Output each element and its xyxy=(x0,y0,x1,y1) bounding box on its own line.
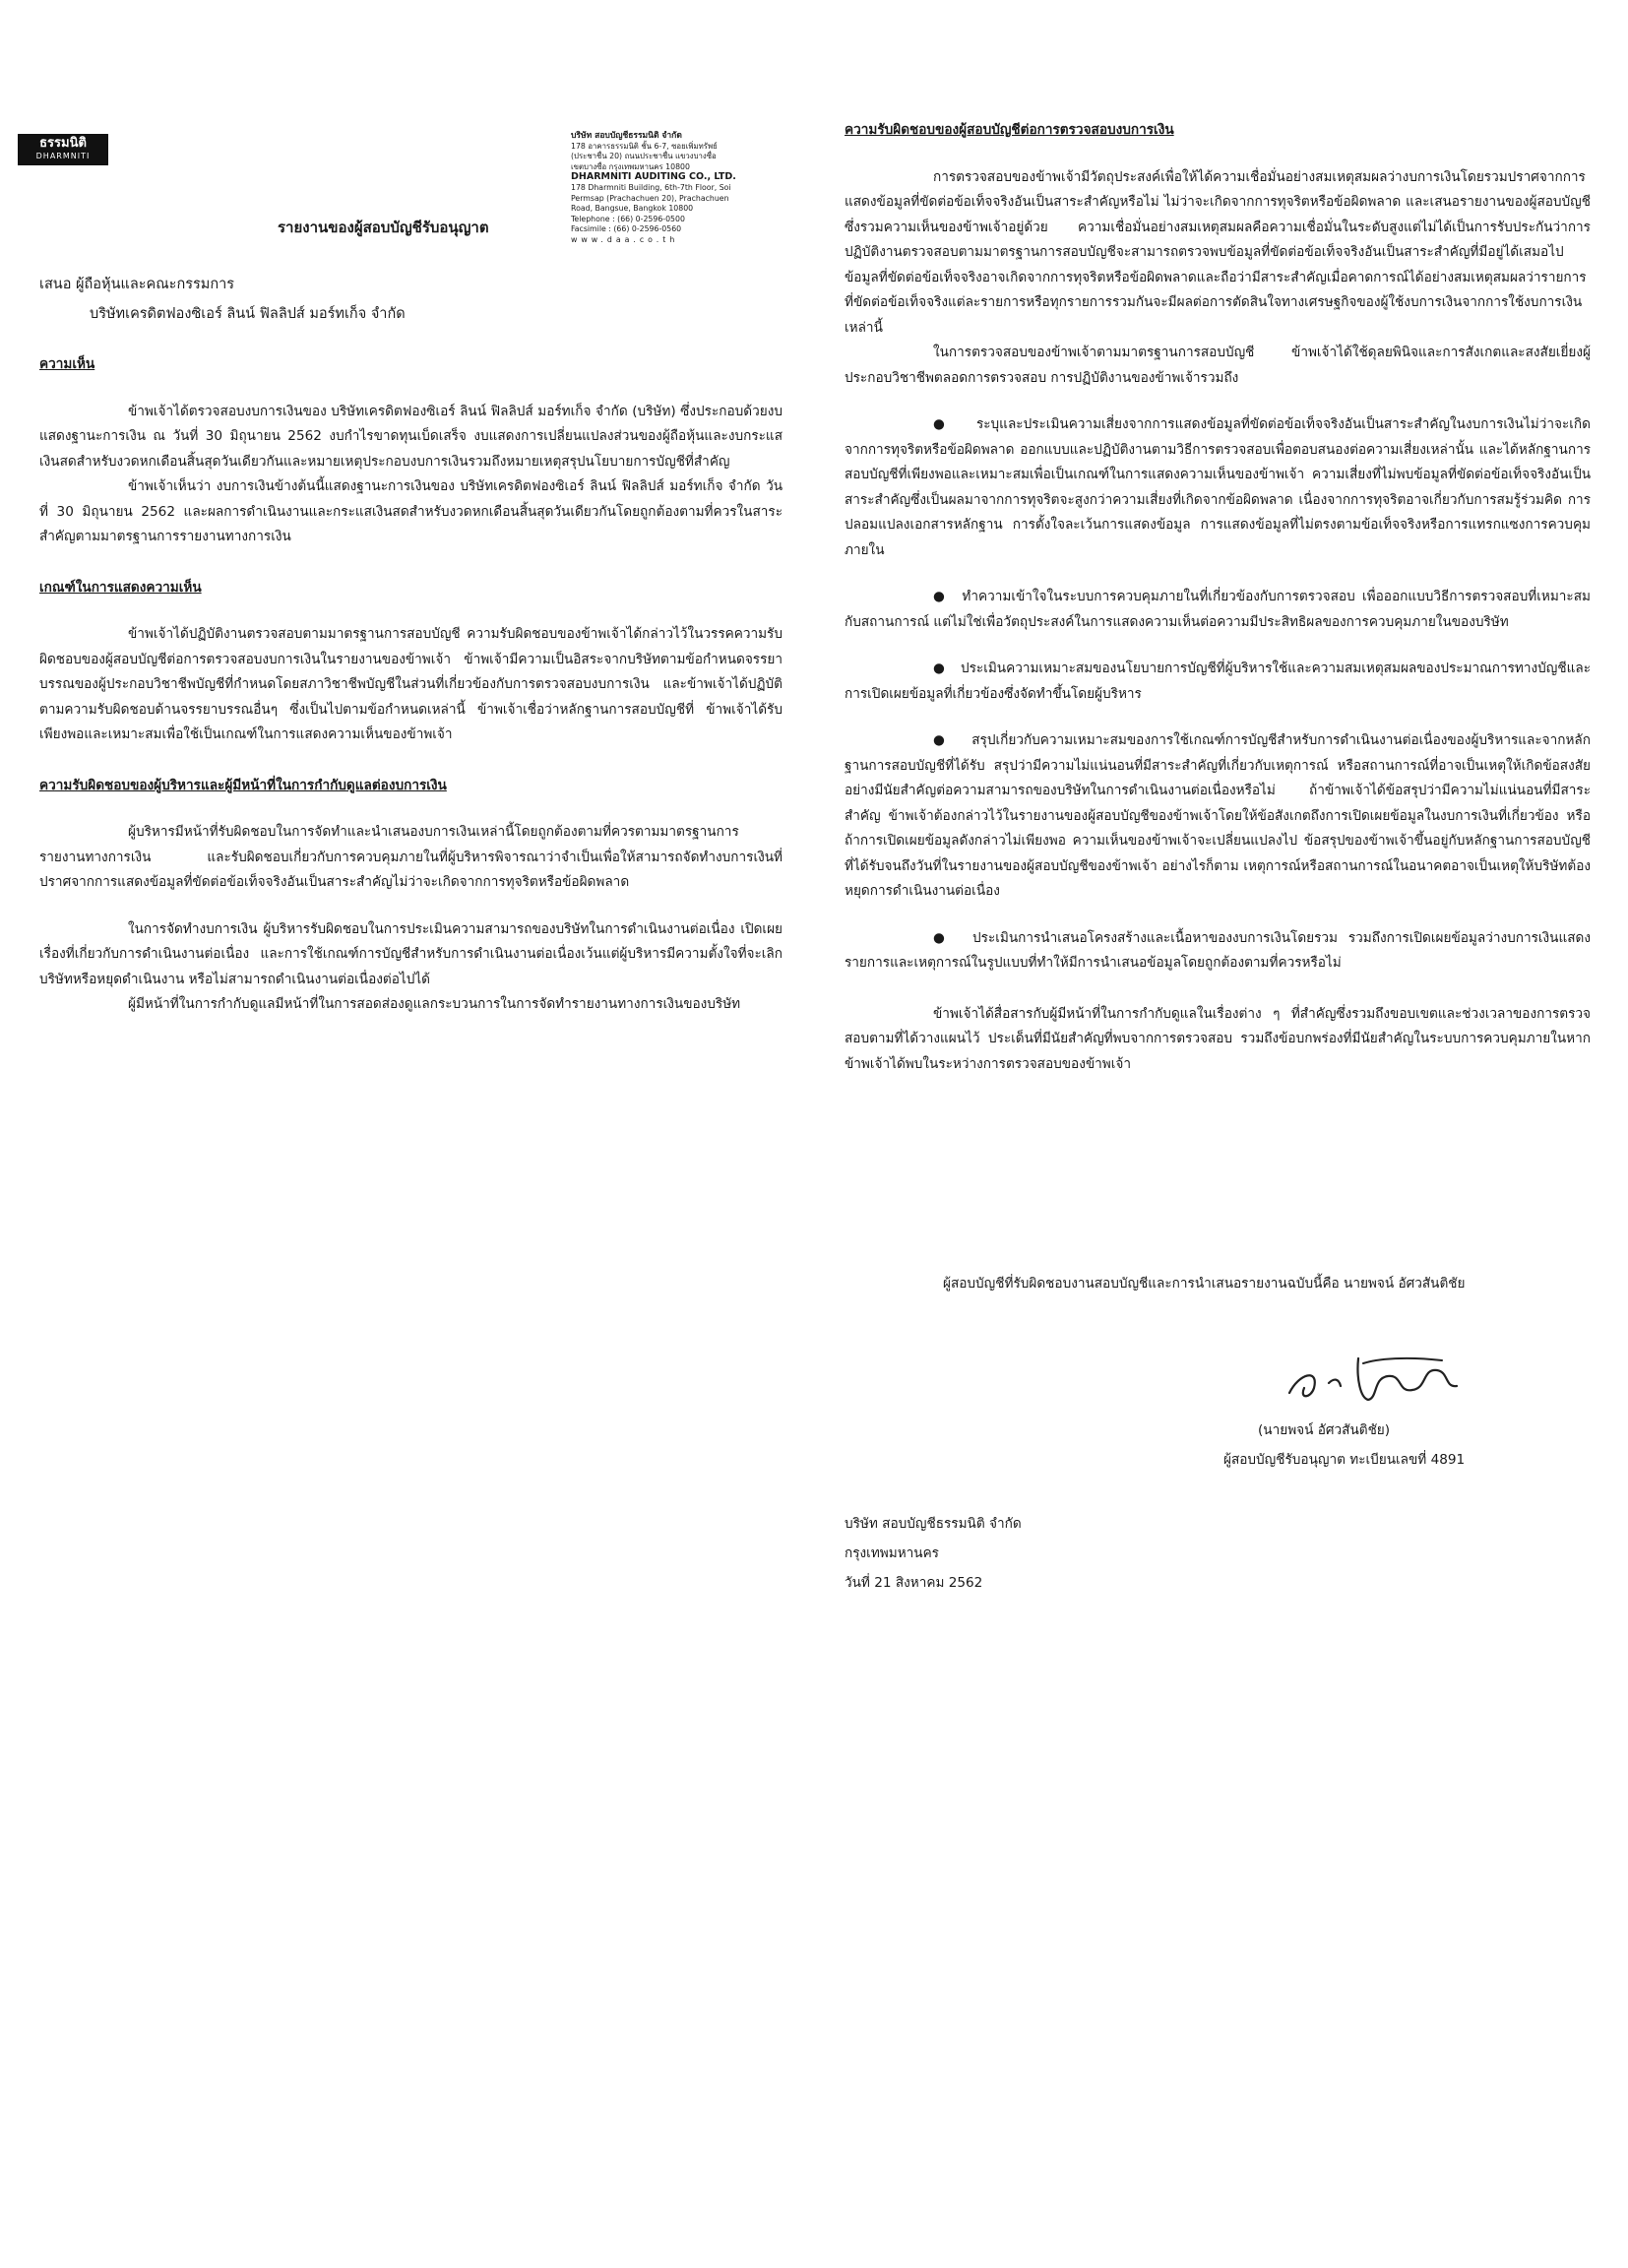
bullet-icon: ● xyxy=(933,661,961,676)
city-footer: กรุงเทพมหานคร xyxy=(845,1545,939,1561)
management-paragraph: ในการจัดทำงบการเงิน ผู้บริหารรับผิดชอบในการประเมินความสามารถของบริษัทในการดำเนินงานต่อเนื่อง เปิดเผยเรื่องที่เกี่ยวกับการดำเนินงานต่อเนื่อง และการใช้เกณฑ์การบัญชีสำหรับการดำเนินงานต่อเนื่องเว้นแต่ผู้บริหารมีความตั้งใจที่จะเลิกบริษัทหรือหยุดดำเนินงาน หรือไม่สามารถดำเนินงานต่อเนื่องต่อไปได้ xyxy=(39,920,783,987)
auditor-paragraph: การตรวจสอบของข้าพเจ้ามีวัตถุประสงค์เพื่อให้ได้ความเชื่อมั่นอย่างสมเหตุสมผลว่างบการเงินโดยรวมปราศจากการแสดงข้อมูลที่ขัดต่อข้อเท็จจริงอันเป็นสาระสำคัญหรือไม่ ไม่ว่าจะเกิดจากการทุจริตหรือข้อผิดพลาด และเสนอรายงานของผู้สอบบัญชีซึ่งรวมความเห็นของข้าพเจ้าอยู่ด้วย ความเชื่อมั่นอย่างสมเหตุสมผลคือความเชื่อมั่นในระดับสูงแต่ไม่ได้เป็นการรับประกันว่าการปฏิบัติงานตรวจสอบตามมาตรฐานการสอบบัญชีจะสามารถตรวจพบข้อมูลที่ขัดต่อข้อเท็จจริงอันเป็นสาระสำคัญที่มีอยู่ได้เสมอไป ข้อมูลที่ขัดต่อข้อเท็จจริงอาจเกิดจากการทุจริตหรือข้อผิดพลาดและถือว่ามีสาระสำคัญเมื่อคาดการณ์ได้อย่างสมเหตุสมผลว่ารายการที่ขัดต่อข้อเท็จจริงแต่ละรายการหรือทุกรายการรวมกันจะมีผลต่อการตัดสินใจทางเศรษฐกิจของผู้ใช้งบการเงินจากการใช้งบการเงินเหล่านี้ xyxy=(845,168,1591,336)
firm-website: www.daa.co.th xyxy=(571,234,679,244)
auditor-license: ผู้สอบบัญชีรับอนุญาต ทะเบียนเลขที่ 4891 xyxy=(1223,1452,1466,1468)
section-heading-auditor: ความรับผิดชอบของผู้สอบบัญชีต่อการตรวจสอบงบการเงิน xyxy=(845,122,1174,138)
report-date: วันที่ 21 สิงหาคม 2562 xyxy=(845,1575,983,1591)
left-column xyxy=(39,352,783,1018)
auditor-signature xyxy=(1270,1339,1467,1418)
firm-name-english: DHARMNITI AUDITING CO., LTD. xyxy=(571,171,736,183)
list-item-text: สรุปเกี่ยวกับความเหมาะสมของการใช้เกณฑ์การบัญชีสำหรับการดำเนินงานต่อเนื่องของผู้บริหารและจากหลักฐานการสอบบัญชีที่ได้รับ สรุปว่ามีความไม่แน่นอนที่มีสาระสำคัญที่เกี่ยวกับเหตุการณ์ หรือสถานการณ์ที่อาจเป็นเหตุให้เกิดข้อสงสัยอย่างมีนัยสำคัญต่อความสามารถของบริษัทในการดำเนินงานต่อเนื่องหรือไม่ ถ้าข้าพเจ้าได้ข้อสรุปว่ามีความไม่แน่นอนที่มีสาระสำคัญ ข้าพเจ้าต้องกล่าวไว้ในรายงานของผู้สอบบัญชีของข้าพเจ้าโดยให้ข้อสังเกตถึงการเปิดเผยข้อมูลในงบการเงินที่เกี่ยวข้อง หรือถ้าการเปิดเผยข้อมูลดังกล่าวไม่เพียงพอ ความเห็นของข้าพเจ้าจะเปลี่ยนแปลงไป ข้อสรุปของข้าพเจ้าขึ้นอยู่กับหลักฐานการสอบบัญชีที่ได้รับจนถึงวันที่ในรายงานของผู้สอบบัญชีของข้าพเจ้า อย่างไรก็ตาม เหตุการณ์หรือสถานการณ์ในอนาคตอาจเป็นเหตุให้บริษัทต้องหยุดการดำเนินงานต่อเนื่อง xyxy=(845,732,1591,899)
list-item xyxy=(845,585,1591,635)
right-column xyxy=(845,118,1591,1077)
list-item xyxy=(845,657,1591,707)
firm-address-line: Permsap (Prachachuen 20), Prachachuen xyxy=(571,193,729,203)
list-item xyxy=(845,926,1591,976)
bullet-icon: ● xyxy=(933,732,972,748)
auditor-procedures-list xyxy=(845,412,1591,976)
bullet-icon: ● xyxy=(933,929,973,946)
firm-telephone: Telephone : (66) 0-2596-0500 xyxy=(571,214,685,223)
list-item xyxy=(845,728,1591,905)
firm-address-line: เขตบางซื่อ กรุงเทพมหานคร 10800 xyxy=(571,161,690,171)
report-title: รายงานของผู้สอบบัญชีรับอนุญาต xyxy=(278,219,489,236)
list-item-text: ทำความเข้าใจในระบบการควบคุมภายในที่เกี่ยวข้องกับการตรวจสอบ เพื่อออกแบบวิธีการตรวจสอบที่เหมาะสมกับสถานการณ์ แต่ไม่ใช่เพื่อวัตถุประสงค์ในการแสดงความเห็นต่อความมีประสิทธิผลของการควบคุมภายในของบริษัท xyxy=(845,589,1591,630)
list-item-text: ระบุและประเมินความเสี่ยงจากการแสดงข้อมูลที่ขัดต่อข้อเท็จจริงอันเป็นสาระสำคัญในงบการเงินไม่ว่าจะเกิดจากการทุจริตหรือข้อผิดพลาด ออกแบบและปฏิบัติงานตามวิธีการตรวจสอบเพื่อตอบสนองต่อความเสี่ยงเหล่านั้น และได้หลักฐานการสอบบัญชีที่เพียงพอและเหมาะสมเพื่อเป็นเกณฑ์ในการแสดงความเห็นของข้าพเจ้า ความเสี่ยงที่ไม่พบข้อมูลที่ขัดต่อข้อเท็จจริงอันเป็นสาระสำคัญซึ่งเป็นผลมาจากการทุจริตจะสูงกว่าความเสี่ยงที่เกิดจากข้อผิดพลาด เนื่องจากการทุจริตอาจเกี่ยวกับการสมรู้ร่วมคิด การปลอมแปลงเอกสารหลักฐาน การตั้งใจละเว้นการแสดงข้อมูล การแสดงข้อมูลที่ไม่ตรงตามข้อเท็จจริงหรือการแทรกแซงการควบคุมภายใน xyxy=(845,416,1591,558)
list-item-text: ประเมินความเหมาะสมของนโยบายการบัญชีที่ผู้บริหารใช้และความสมเหตุสมผลของประมาณการทางบัญชีและการเปิดเผยข้อมูลที่เกี่ยวข้องซึ่งจัดทำขึ้นโดยผู้บริหาร xyxy=(845,661,1591,702)
auditor-name: (นายพจน์ อัศวสันติชัย) xyxy=(1258,1422,1391,1438)
firm-address-line: 178 อาคารธรรมนิติ ชั้น 6-7, ซอยเพิ่มทรัพย์ xyxy=(571,141,718,151)
auditor-paragraph: ข้าพเจ้าได้สื่อสารกับผู้มีหน้าที่ในการกำกับดูแลในเรื่องต่าง ๆ ที่สำคัญซึ่งรวมถึงขอบเขตและช่วงเวลาของการตรวจสอบตามที่ได้วางแผนไว้ ประเด็นที่มีนัยสำคัญที่พบจากการตรวจสอบ รวมถึงข้อบกพร่องที่มีนัยสำคัญในระบบการควบคุมภายในหากข้าพเจ้าได้พบในระหว่างการตรวจสอบของข้าพเจ้า xyxy=(845,1005,1591,1072)
basis-paragraph: ข้าพเจ้าได้ปฏิบัติงานตรวจสอบตามมาตรฐานการสอบบัญชี ความรับผิดชอบของข้าพเจ้าได้กล่าวไว้ในวรรคความรับผิดชอบของผู้สอบบัญชีต่อการตรวจสอบงบการเงินในรายงานของข้าพเจ้า ข้าพเจ้ามีความเป็นอิสระจากบริษัทตามข้อกำหนดจรรยาบรรณของผู้ประกอบวิชาชีพบัญชีที่กำหนดโดยสภาวิชาชีพบัญชีในส่วนที่เกี่ยวข้องกับการตรวจสอบงบการเงิน และข้าพเจ้าได้ปฏิบัติตามความรับผิดชอบด้านจรรยาบรรณอื่นๆ ซึ่งเป็นไปตามข้อกำหนดเหล่านี้ ข้าพเจ้าเชื่อว่าหลักฐานการสอบบัญชีที่ ข้าพเจ้าได้รับเพียงพอและเหมาะสมเพื่อใช้เป็นเกณฑ์ในการแสดงความเห็นของข้าพเจ้า xyxy=(39,626,783,742)
section-heading-basis: เกณฑ์ในการแสดงความเห็น xyxy=(39,579,202,596)
firm-address-line: 178 Dharmniti Building, 6th-7th Floor, Soi xyxy=(571,182,731,192)
responsible-auditor-statement: ผู้สอบบัญชีที่รับผิดชอบงานสอบบัญชีและการนำเสนอรายงานฉบับนี้คือ นายพจน์ อัศวสันติชัย xyxy=(943,1276,1466,1292)
list-item xyxy=(845,412,1591,563)
opinion-paragraph: ข้าพเจ้าเห็นว่า งบการเงินข้างต้นนี้แสดงฐานะการเงินของ บริษัทเครดิตฟองซิเอร์ ลินน์ ฟิลลิปส์ มอร์ทเก็จ จำกัด วันที่ 30 มิถุนายน 2562 และผลการดำเนินงานและกระแสเงินสดสำหรับงวดหกเดือนสิ้นสุดวันเดียวกันโดยถูกต้องตามที่ควรในสาระสำคัญตามมาตรฐานการรายงานทางการเงิน xyxy=(39,478,783,544)
management-paragraph: ผู้มีหน้าที่ในการกำกับดูแลมีหน้าที่ในการสอดส่องดูแลกระบวนการในการจัดทำรายงานทางการเงินของบริษัท xyxy=(128,996,741,1012)
firm-address-line: (ประชาชื่น 20) ถนนประชาชื่น แขวงบางซื่อ xyxy=(571,152,717,161)
firm-facsimile: Facsimile : (66) 0-2596-0560 xyxy=(571,224,682,234)
firm-name-thai: บริษัท สอบบัญชีธรรมนิติ จำกัด xyxy=(571,131,682,141)
section-heading-management: ความรับผิดชอบของผู้บริหารและผู้มีหน้าที่ในการกำกับดูแลต่องบการเงิน xyxy=(39,777,447,793)
auditor-paragraph: ในการตรวจสอบของข้าพเจ้าตามมาตรฐานการสอบบัญชี ข้าพเจ้าได้ใช้ดุลยพินิจและการสังเกตและสงสัยเยี่ยงผู้ประกอบวิชาชีพตลอดการตรวจสอบ การปฏิบัติงานของข้าพเจ้ารวมถึง xyxy=(845,345,1591,386)
firm-address-line: Road, Bangsue, Bangkok 10800 xyxy=(571,204,694,214)
bullet-icon: ● xyxy=(933,589,963,604)
logo-en-text: DHARMNITI xyxy=(35,152,91,160)
list-item-text: ประเมินการนำเสนอโครงสร้างและเนื้อหาของงบการเงินโดยรวม รวมถึงการเปิดเผยข้อมูลว่างบการเงินแสดงรายการและเหตุการณ์ในรูปแบบที่ทำให้มีการนำเสนอข้อมูลโดยถูกต้องตามที่ควรหรือไม่ xyxy=(845,929,1591,971)
management-paragraph: ผู้บริหารมีหน้าที่รับผิดชอบในการจัดทำและนำเสนองบการเงินเหล่านี้โดยถูกต้องตามที่ควรตามมาตรฐานการรายงานทางการเงิน และรับผิดชอบเกี่ยวกับการควบคุมภายในที่ผู้บริหารพิจารณาว่าจำเป็นเพื่อให้สามารถจัดทำงบการเงินที่ปราศจากการแสดงข้อมูลที่ขัดต่อข้อเท็จจริงอันเป็นสาระสำคัญไม่ว่าจะเกิดจากการทุจริตหรือข้อผิดพลาด xyxy=(39,824,783,890)
bullet-icon: ● xyxy=(933,416,976,432)
logo-thai-text: ธรรมนิติ xyxy=(39,136,87,151)
opinion-paragraph: ข้าพเจ้าได้ตรวจสอบงบการเงินของ บริษัทเครดิตฟองซิเอร์ ลินน์ ฟิลลิปส์ มอร์ทเก็จ จำกัด (บริษัท) ซึ่งประกอบด้วยงบแสดงฐานะการเงิน ณ วันที่ 30 มิถุนายน 2562 งบกำไรขาดทุนเบ็ดเสร็จ งบแสดงการเปลี่ยนแปลงส่วนของผู้ถือหุ้นและงบกระแสเงินสดสำหรับงวดหกเดือนสิ้นสุดวันเดียวกันและหมายเหตุประกอบงบการเงินรวมถึงหมายเหตุสรุปนโยบายการบัญชีที่สำคัญ xyxy=(39,403,783,470)
section-heading-opinion: ความเห็น xyxy=(39,356,95,372)
dharmniti-logo xyxy=(18,134,108,165)
addressee-company: บริษัทเครดิตฟองซิเอร์ ลินน์ ฟิลลิปส์ มอร์ทเก็จ จำกัด xyxy=(90,306,406,322)
firm-name-footer: บริษัท สอบบัญชีธรรมนิติ จำกัด xyxy=(845,1516,1022,1532)
addressee-line: เสนอ ผู้ถือหุ้นและคณะกรรมการ xyxy=(39,277,235,292)
firm-address-block xyxy=(571,131,778,246)
